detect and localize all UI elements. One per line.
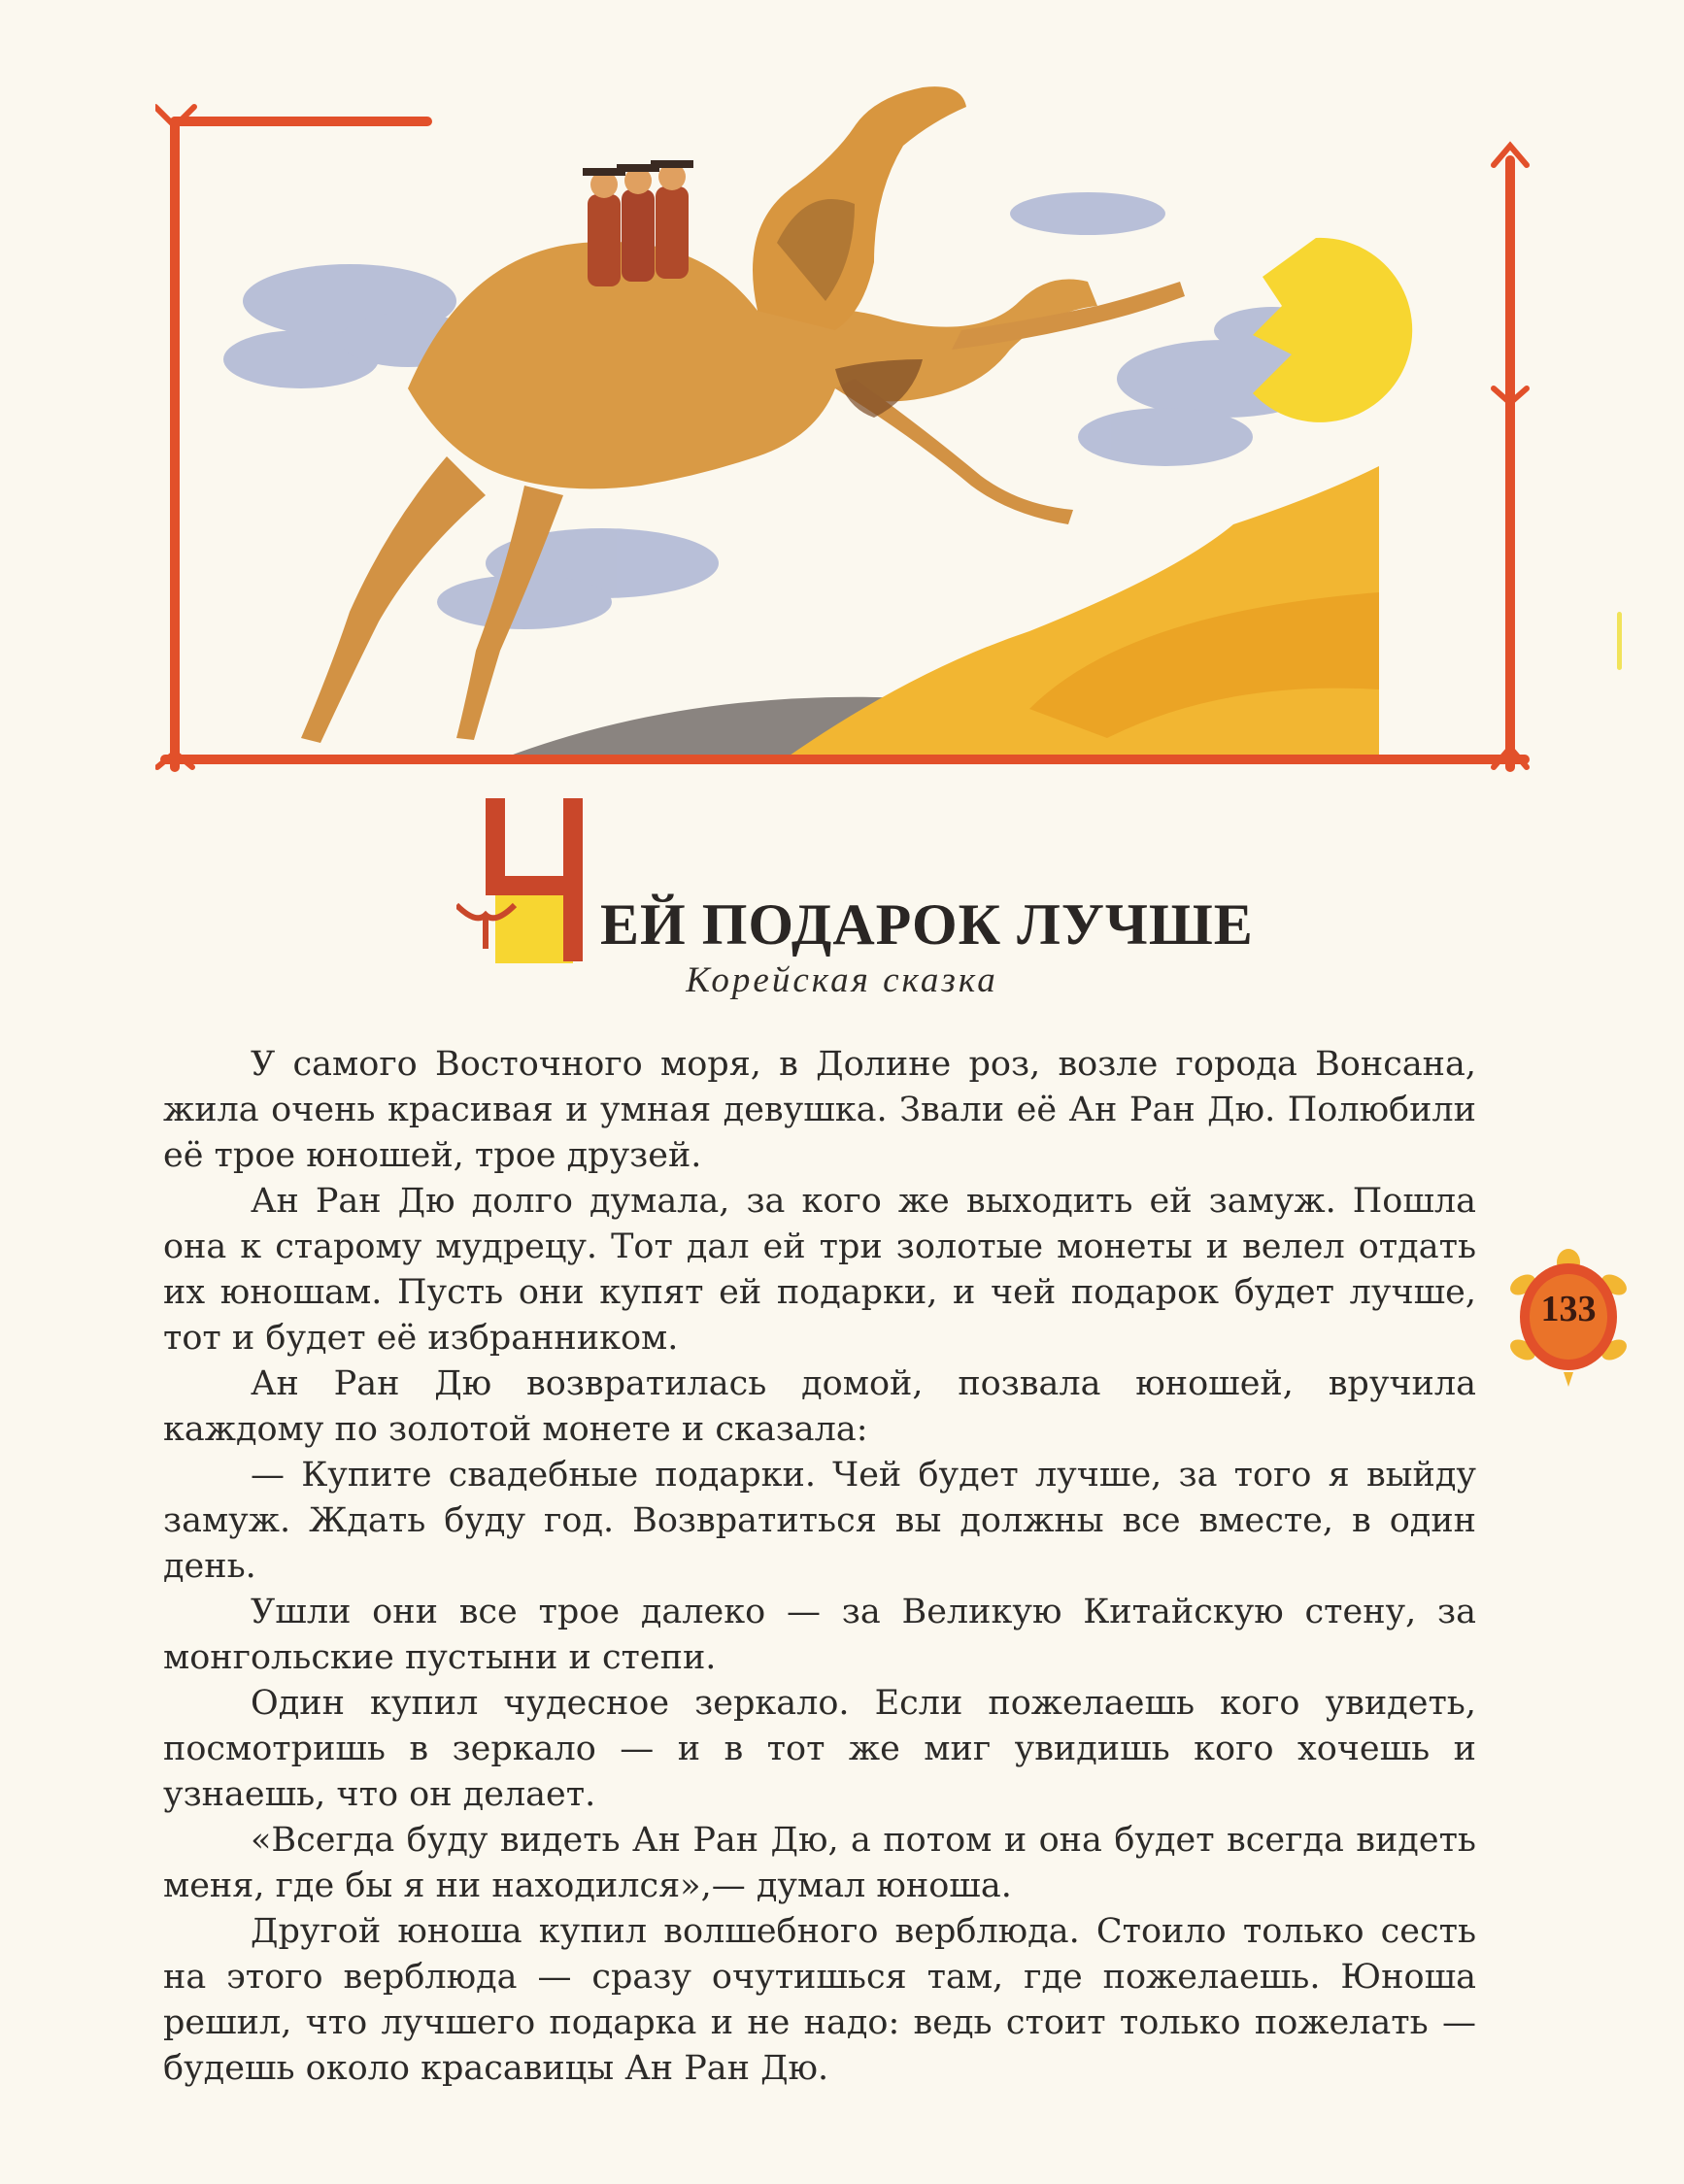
riders-icon <box>583 160 693 286</box>
story-subtitle: Корейская сказка <box>686 960 998 1000</box>
sun-icon <box>1253 238 1412 422</box>
paragraph: Ушли они все трое далеко — за Великую Китайскую стену, за монгольские пустыни и степи. <box>163 1593 1476 1677</box>
paragraph: Другой юноша купил волшебного верблюда. Стоило только сесть на этого верблюда — сразу очутишься там, где пожелаешь. Юноша решил, что лучшего подарка и не надо: ведь стоит только пожелать — будешь около красавицы Ан Ран Дю. <box>163 1912 1476 2088</box>
paragraph: Ан Ран Дю долго думала, за кого же выходить ей замуж. Пошла она к старому мудрецу. Тот дал ей три золотые монеты и велел отдать их юношам. Пусть они купят ей подарки, и чей подарок будет лучше, тот и будет её избранником. <box>163 1182 1476 1358</box>
story-text <box>163 1042 1476 2092</box>
paragraph: Один купил чудесное зеркало. Если пожелаешь кого увидеть, посмотришь в зеркало — и в тот же миг увидишь кого хочешь и узнаешь, что он делает. <box>163 1684 1476 1814</box>
paragraph: Ан Ран Дю возвратилась домой, позвала юношей, вручила каждому по золотой монете и сказала: <box>163 1364 1476 1449</box>
drop-cap-che <box>456 789 602 965</box>
paragraph: — Купите свадебные подарки. Чей будет лучше, за того я выйду замуж. Ждать буду год. Возвратиться вы должны все вместе, в один день. <box>163 1456 1476 1586</box>
paragraph: У самого Восточного моря, в Долине роз, возле города Вонсана, жила очень красивая и умная девушка. Звали её Ан Ран Дю. Полюбили её трое юношей, трое друзей. <box>163 1045 1476 1175</box>
page-number: 133 <box>1540 1289 1597 1329</box>
paragraph: «Всегда буду видеть Ан Ран Дю, а потом и она будет всегда видеть меня, где бы я ни находился»,— думал юноша. <box>163 1821 1476 1905</box>
margin-speck <box>1617 612 1622 670</box>
story-title: ЕЙ ПОДАРОК ЛУЧШЕ <box>600 892 1254 957</box>
camel-flying-illustration <box>155 68 1534 816</box>
